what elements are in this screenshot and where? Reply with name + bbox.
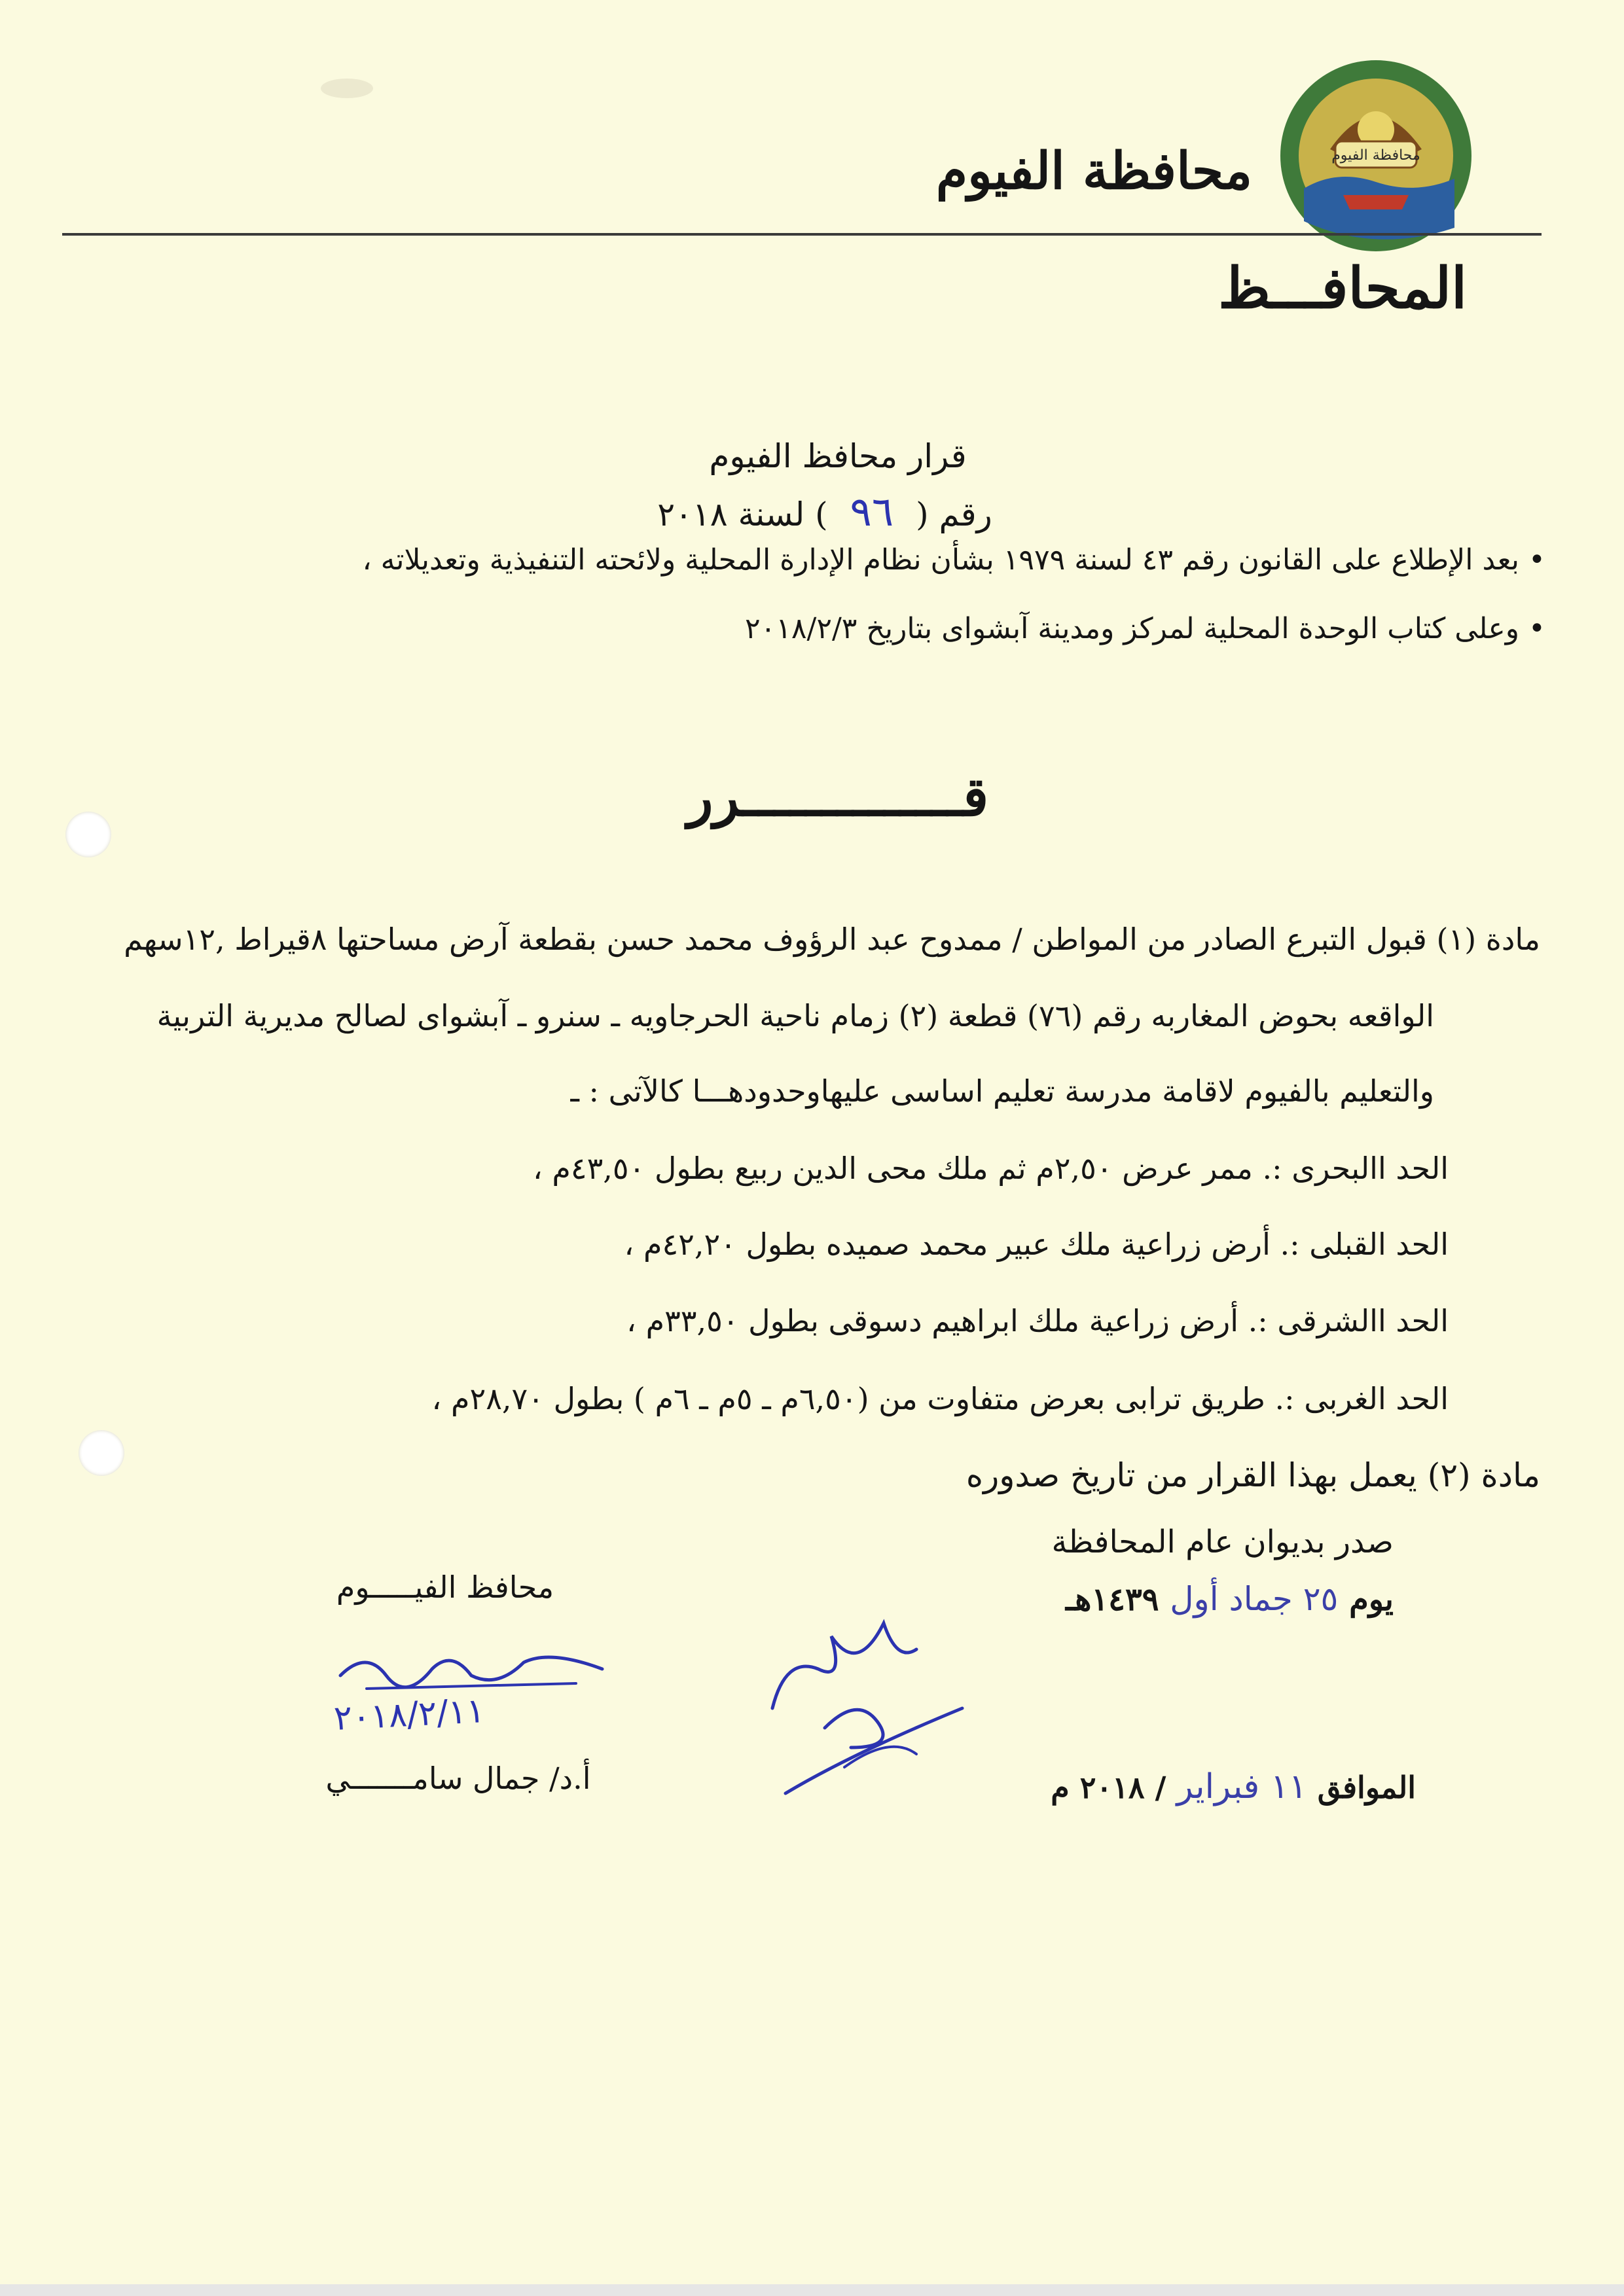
issued-at: صدر بديوان عام المحافظة: [1051, 1524, 1394, 1560]
gregorian-year: / ٢٠١٨ م: [1051, 1770, 1166, 1805]
decision-number-handwritten: ٩٦: [850, 488, 894, 535]
office-title: المحافـــظ: [1218, 255, 1467, 321]
article-1-line: الواقعه بحوض المغاربه رقم (٧٦) قطعة (٢) زمام ناحية الحرجاويه ـ سنرو ـ آبشواى لصالح مديرية التربية: [156, 998, 1434, 1033]
hijri-year: ١٤٣٩هـ: [1066, 1581, 1159, 1618]
preamble-line: • وعلى كتاب الوحدة المحلية لمركز ومدينة آبشواى بتاريخ ٢٠١٨/٢/٣: [744, 612, 1545, 645]
svg-text:محافظة الفيوم: محافظة الفيوم: [1331, 147, 1420, 164]
governor-title: محافظ الفيـــــوم: [336, 1570, 554, 1605]
decision-number-prefix: رقم (: [916, 495, 992, 533]
governor-signature-date: ٢٠١٨/٢/١١: [333, 1691, 486, 1738]
official-signature: [746, 1597, 982, 1806]
hijri-date-handwritten: ٢٥ جماد أول: [1170, 1580, 1339, 1618]
scan-edge: [0, 2284, 1624, 2296]
decision-title: قرار محافظ الفيوم: [709, 437, 967, 475]
punch-hole: [79, 1430, 124, 1476]
article-1-line: مادة (١) قبول التبرع الصادر من المواطن / ممدوح عبد الرؤوف محمد حسن بقطعة آرض مساحتها ٨قيراط ,١٢سهم: [124, 922, 1540, 957]
boundary-east: الحد االشرقى :. أرض زراعية ملك ابراهيم دسوقى بطول ٣٣,٥٠م ،: [626, 1303, 1449, 1338]
scan-smudge: [321, 79, 373, 98]
boundary-south: الحد القبلى :. أرض زراعية ملك عبير محمد صميده بطول ٤٢,٢٠م ،: [624, 1227, 1449, 1262]
header-divider: [62, 233, 1542, 236]
preamble-line: • بعد الإطلاع على القانون رقم ٤٣ لسنة ١٩٧٩ بشأن نظام الإدارة المحلية ولائحته التنفيذية وتعديلاته ،: [362, 543, 1545, 577]
hijri-date: [1066, 1580, 1394, 1618]
decision-number-suffix: ) لسنة ٢٠١٨: [657, 495, 828, 533]
boundary-west: الحد الغربى :. طريق ترابى بعرض متفاوت من (٦,٥٠م ـ ٥م ـ ٦م ) بطول ٢٨,٧٠م ،: [431, 1381, 1449, 1416]
governorate-logo: [1278, 58, 1474, 254]
decree-heading: قــــــــــــــرر: [687, 766, 989, 829]
governorate-name: محافظة الفيوم: [935, 141, 1252, 201]
gregorian-date: [1051, 1767, 1416, 1806]
corresponding-label: الموافق: [1317, 1770, 1416, 1805]
article-1-line: والتعليم بالفيوم لاقامة مدرسة تعليم اساسى عليهاوحدودهـــا كالآتى : ـ: [570, 1073, 1434, 1109]
governor-name: أ.د/ جمال سامـــــــي: [325, 1761, 591, 1796]
day-label: يوم: [1349, 1581, 1394, 1618]
gregorian-date-handwritten: ١١ فبراير: [1176, 1767, 1307, 1806]
punch-hole: [65, 812, 111, 857]
article-2: مادة (٢) يعمل بهذا القرار من تاريخ صدوره: [965, 1456, 1540, 1494]
boundary-north: الحد االبحرى :. ممر عرض ٢,٥٠م ثم ملك محى الدين ربيع بطول ٤٣,٥٠م ،: [532, 1151, 1449, 1186]
decision-number: [589, 488, 1060, 535]
